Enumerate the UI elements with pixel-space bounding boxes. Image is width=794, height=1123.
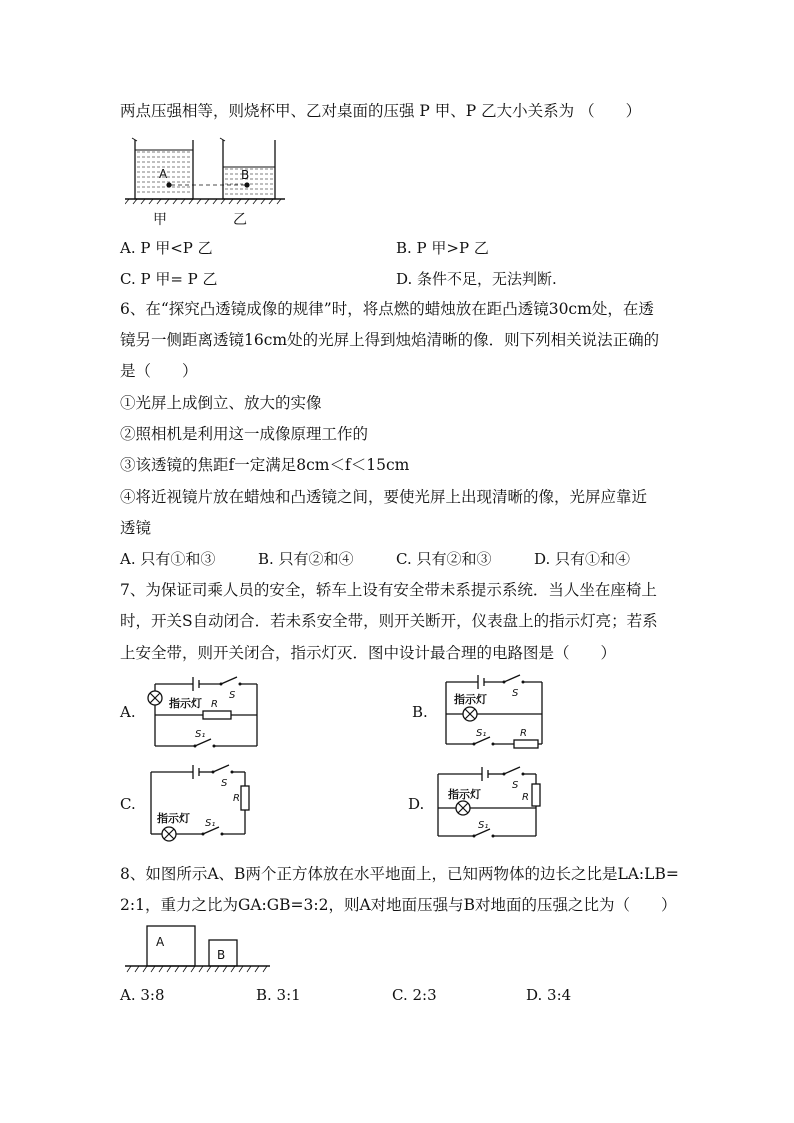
- circuit-c[interactable]: [145, 762, 260, 842]
- q5-option-b[interactable]: B. P 甲>P 乙: [396, 239, 489, 257]
- cube-a: [147, 926, 195, 966]
- q6-line-1: 6、在“探究凸透镜成像的规律”时，将点燃的蜡烛放在距凸透镜30cm处，在透: [120, 300, 654, 318]
- lamp-label: 指示灯: [454, 693, 487, 706]
- lamp-label: 指示灯: [169, 697, 202, 710]
- resistor-label: R: [211, 699, 218, 710]
- q8-option-b[interactable]: B. 3:1: [256, 986, 301, 1004]
- switch-s1-label: S₁: [205, 818, 216, 829]
- q8-option-a[interactable]: A. 3:8: [120, 986, 165, 1004]
- switch-s1-label: S₁: [195, 729, 206, 740]
- resistor-label: R: [520, 728, 527, 739]
- resistor-label: R: [522, 792, 529, 803]
- q6-line-2: 镜另一侧距离透镜16cm处的光屏上得到烛焰清晰的像．则下列相关说法正确的: [120, 331, 660, 349]
- q6-option-a[interactable]: A. 只有①和③: [120, 550, 216, 568]
- resistor-label: R: [233, 793, 240, 804]
- label-b: B: [241, 168, 250, 182]
- circuit-d[interactable]: [432, 764, 547, 844]
- q6-option-c[interactable]: C. 只有②和③: [396, 550, 492, 568]
- point-b: [244, 182, 249, 187]
- switch-s-label: S: [512, 688, 519, 699]
- switch-s-label: S: [229, 690, 236, 701]
- q5-option-c[interactable]: C. P 甲= P 乙: [120, 270, 218, 288]
- q7-option-b-label[interactable]: B.: [412, 703, 428, 721]
- label-b: B: [217, 948, 226, 962]
- q6-statement-2: ②照相机是利用这一成像原理工作的: [120, 425, 369, 443]
- q6-option-b[interactable]: B. 只有②和④: [258, 550, 354, 568]
- switch-s-label: S: [221, 778, 228, 789]
- q5-beaker-figure: [125, 135, 290, 230]
- label-yi: 乙: [233, 212, 247, 228]
- label-jia: 甲: [153, 212, 167, 228]
- q6-line-3: 是（ ）: [120, 362, 198, 380]
- q7-option-d-label[interactable]: D.: [408, 795, 425, 813]
- q8-option-d[interactable]: D. 3:4: [526, 986, 572, 1004]
- q7-line-1: 7、为保证司乘人员的安全，轿车上设有安全带未系提示系统．当人坐在座椅上: [120, 581, 657, 599]
- q7-option-a-label[interactable]: A.: [120, 703, 136, 721]
- switch-s-label: S: [512, 780, 519, 791]
- lamp-label: 指示灯: [157, 812, 190, 825]
- q6-statement-1: ①光屏上成倒立、放大的实像: [120, 394, 322, 412]
- q5-option-d[interactable]: D. 条件不足，无法判断.: [396, 270, 557, 288]
- q8-line-1: 8、如图所示A、B两个正方体放在水平地面上，已知两物体的边长之比是LA:LB=: [120, 865, 679, 883]
- label-a: A: [159, 167, 168, 181]
- lamp-label: 指示灯: [448, 788, 481, 801]
- q6-statement-3: ③该透镜的焦距f一定满足8cm＜f＜15cm: [120, 456, 410, 474]
- point-a: [166, 182, 171, 187]
- q8-cubes-figure: [125, 922, 275, 974]
- circuit-b[interactable]: [440, 672, 550, 752]
- q5-option-a[interactable]: A. P 甲<P 乙: [120, 239, 213, 257]
- q8-option-c[interactable]: C. 2:3: [392, 986, 437, 1004]
- q7-line-3: 上安全带，则开关闭合，指示灯灭．图中设计最合理的电路图是（ ）: [120, 644, 617, 662]
- q6-option-d[interactable]: D. 只有①和④: [534, 550, 631, 568]
- q6-statement-4: ④将近视镜片放在蜡烛和凸透镜之间，要使光屏上出现清晰的像，光屏应靠近: [120, 488, 648, 506]
- q8-line-2: 2:1，重力之比为GA:GB=3:2，则A对地面压强与B对地面的压强之比为（ ）: [120, 896, 677, 914]
- switch-s1-label: S₁: [476, 728, 487, 739]
- circuit-a[interactable]: [145, 674, 265, 750]
- q7-option-c-label[interactable]: C.: [120, 795, 136, 813]
- q6-statement-4-cont: 透镜: [120, 519, 152, 537]
- q5-stem: 两点压强相等，则烧杯甲、乙对桌面的压强 P 甲、P 乙大小关系为 （ ）: [120, 102, 642, 120]
- q7-line-2: 时，开关S自动闭合．若未系安全带，则开关断开，仪表盘上的指示灯亮；若系: [120, 612, 658, 630]
- switch-s1-label: S₁: [478, 820, 489, 831]
- label-a: A: [156, 935, 165, 949]
